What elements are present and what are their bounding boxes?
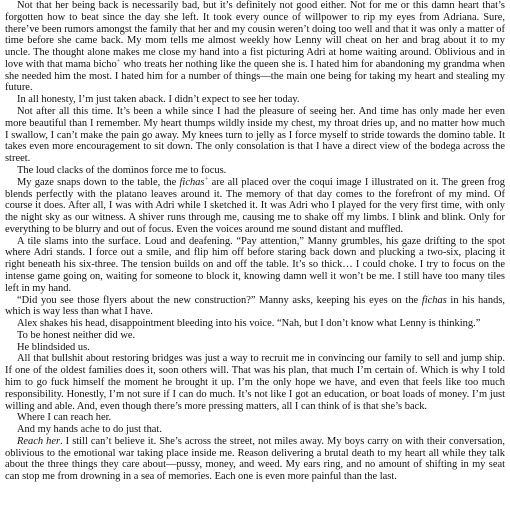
italic-text: Reach her [17,435,61,447]
paragraph [5,295,505,319]
text-run: To be honest neither did we. [17,329,136,341]
paragraph [5,94,505,106]
paragraph [5,342,505,354]
text-run: Not after all this time. It’s been a while since I had the pleasure of seeing her. And time has only made her even more beautiful than I remember. My heart thumps wildly inside my chest, my throat dries up, and no matter how much I swallow, I can’t make the pain go away. My knees turn to jelly as I force myself to stride towards the domino table. It takes even more encouragement to sit down. The only consolation is that I have a direct view of the bodega across the street. [5,106,505,165]
footnote-marker[interactable]: + [116,56,121,65]
paragraph [5,106,505,165]
paragraph [5,412,505,424]
text-run: My gaze snaps down to the table, the [17,176,180,188]
italic-text: fichas [179,176,205,188]
text-run: who treats her nothing like the queen she is. I hated him for abandoning my grandma when she needed him the most. I hated him for a number of things—the main one being for taking my heart and stealing my future. [5,58,505,94]
text-run: The loud clacks of the dominos force me to focus. [17,164,227,176]
paragraph [5,236,505,295]
text-run: He blindsided us. [17,341,90,353]
paragraph [5,0,505,94]
text-run: . I still can’t believe it. She’s across the street, not miles away. My boys carry on with their conversation, oblivious to the emotional war taking place inside me. Reason delivering a brutal death to my heart all while they talk about the three things they care about—pussy, money, and weed. My ears ring, and no amount of shifting in my seat can stop me from drowning in a sea of memories. Each one is even more painful than the last. [5,435,505,483]
paragraph [5,174,505,236]
paragraph [5,318,505,330]
text-run: And my hands ache to do just that. [17,424,162,436]
paragraph [5,330,505,342]
text-run: “Did you see those flyers about the new construction?” Manny asks, keeping his eyes on the [17,294,422,306]
book-page [5,0,505,483]
footnote-marker[interactable]: + [204,174,209,183]
paragraph [5,424,505,436]
text-run: Not that her being back is necessarily bad, but it’s definitely not good either. Not for me or this damn heart that’s forgotten how to beat since the day she left. It took every ounce of willpower to rip my eyes from Adriana. Sure, there’ve been rumors amongst the family that her and my cousin weren’t doing too well and that it was only a matter of time before she came back. My mom tells me almost weekly how Lenny will cheat on her and brag about it to my uncle. The thought alone makes me close my hand into a fist picturing Adri at home waiting around. Oblivious and in love with that mama bicho [5,0,505,70]
italic-text: fichas [421,294,447,306]
text-run: A tile slams into the surface. Loud and deafening. “Pay attention,” Manny grumbles, his gaze drifting to the spot where Adri stands. I force out a smile, and flip him off before staring back down and plucking a two-six, placing it right beneath his six-three. The tension builds on and off the table. It’s so thick… I could choke. I try to focus on the intense game going on, waiting for someone to block it, knowing damn well it won’t be me. I still have too many tiles left in my hand. [5,235,505,294]
paragraph [5,436,505,483]
text-run: In all honesty, I’m just taken aback. I didn’t expect to see her today. [17,94,300,106]
text-run: All that bullshit about restoring bridges was just a way to recruit me in convincing our family to sell and jump ship. If one of the oldest families does it, soon others will. That was his plan, that much I’m certain of. Which is why I told him to go fuck himself the moment he brought it up. I’m the only hope we have, and even that feels like too much responsibility. Honestly, I’m not sure if I can do much. It’s not like I got an education, or boat loads of money. I’m just willing and able. And, even though there’s more pressing matters, all I can think of is that she’s back. [5,353,505,412]
text-run: are all placed over the coqui image I illustrated on it. The green frog blends perfectly with the platano leaves around it. The memory of that day comes to the forefront of my mind. Of course it does. After all, I was with Adri while I sketched it. It was Adri who I played for the very first time, with only the night sky as our witness. A shiver runs through me, causing me to shake off my limbs. I blink and blink. Only for everything to be blurry and out of focus. Even the voices around me sound distant and muffled. [5,176,505,235]
text-run: in his hands, which is way less than what I have. [5,294,506,318]
text-run: Alex shakes his head, disappointment bleeding into his voice. “Nah, but I don’t know what Lenny is thinking.” [17,318,481,330]
paragraph [5,165,505,177]
paragraph [5,353,505,412]
text-run: Where I can reach her. [17,412,112,424]
